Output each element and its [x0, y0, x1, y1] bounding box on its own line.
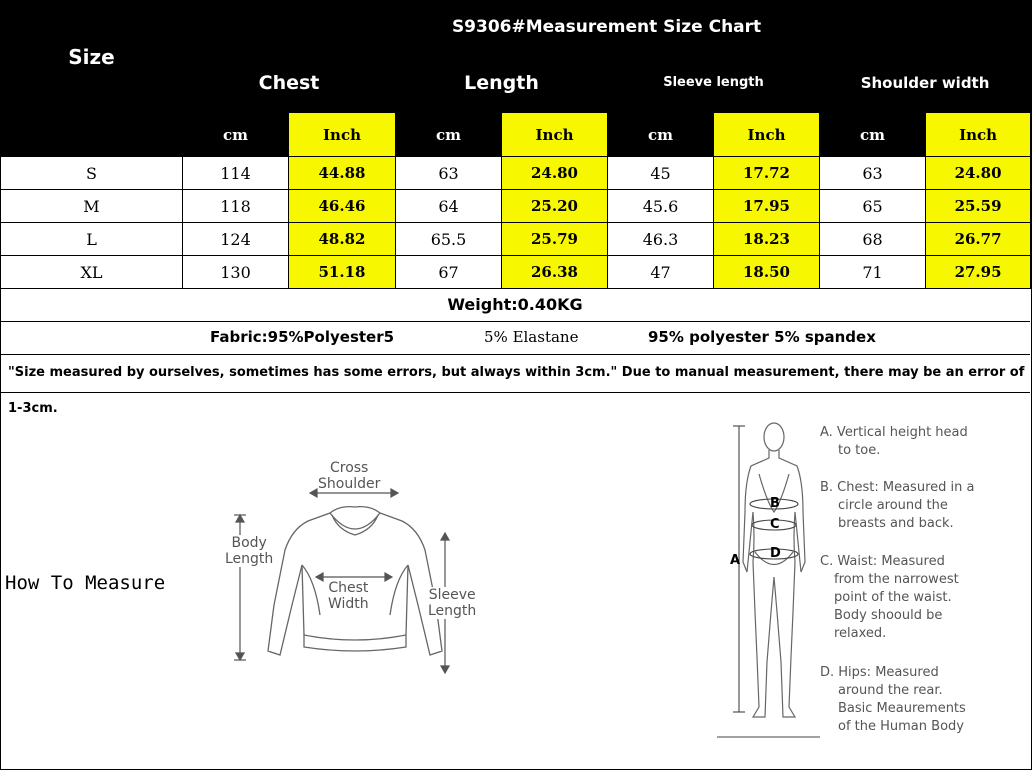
marker-a: A: [730, 553, 741, 568]
sleeve-cm-cell: 47: [608, 256, 714, 289]
chest-inch-cell: 51.18: [289, 256, 396, 289]
unit-cm: cm: [608, 113, 714, 157]
length-inch-cell: 24.80: [502, 157, 608, 190]
size-header: Size: [1, 1, 183, 113]
sleeve-cm-cell: 45: [608, 157, 714, 190]
human-body-diagram: [715, 412, 820, 742]
unit-inch: Inch: [502, 113, 608, 157]
chest-width-label: Chest Width: [328, 580, 369, 612]
size-cell: L: [1, 223, 183, 256]
size-header-blank: [1, 113, 183, 157]
col-header-shoulder-width: Shoulder width: [820, 53, 1031, 113]
shoulder-inch-cell: 24.80: [926, 157, 1031, 190]
shoulder-inch-cell: 27.95: [926, 256, 1031, 289]
cross-shoulder-label: Cross Shoulder: [318, 460, 381, 492]
unit-inch: Inch: [714, 113, 820, 157]
sleeve-length-label: Sleeve Length: [428, 587, 477, 619]
weight-row: Weight:0.40KG: [0, 289, 1030, 322]
length-cm-cell: 63: [396, 157, 502, 190]
marker-c: C: [770, 517, 780, 532]
shoulder-inch-cell: 25.59: [926, 190, 1031, 223]
size-cell: M: [1, 190, 183, 223]
measurement-note: "Size measured by ourselves, sometimes has some errors, but always within 3cm." Due to manual measurement, there may be an error of 1-3cm.: [0, 355, 1030, 393]
unit-cm: cm: [396, 113, 502, 157]
size-chart-table: [0, 0, 1031, 289]
table-row: [1, 157, 1031, 190]
table-row: [1, 190, 1031, 223]
length-cm-cell: 64: [396, 190, 502, 223]
how-to-measure-label: How To Measure: [5, 572, 166, 594]
size-cell: XL: [1, 256, 183, 289]
shoulder-inch-cell: 26.77: [926, 223, 1031, 256]
chest-cm-cell: 124: [183, 223, 289, 256]
sleeve-cm-cell: 46.3: [608, 223, 714, 256]
size-cell: S: [1, 157, 183, 190]
unit-inch: Inch: [926, 113, 1031, 157]
chest-cm-cell: 130: [183, 256, 289, 289]
col-header-length: Length: [396, 53, 608, 113]
unit-cm: cm: [183, 113, 289, 157]
length-inch-cell: 25.79: [502, 223, 608, 256]
length-cm-cell: 65.5: [396, 223, 502, 256]
body-length-label: Body Length: [225, 535, 274, 567]
shoulder-cm-cell: 71: [820, 256, 926, 289]
col-header-sleeve-length: Sleeve length: [608, 53, 820, 113]
table-row: [1, 223, 1031, 256]
marker-d: D: [770, 546, 781, 561]
table-row: [1, 256, 1031, 289]
unit-cm: cm: [820, 113, 926, 157]
fabric-row: [0, 322, 1030, 355]
unit-inch: Inch: [289, 113, 396, 157]
chart-title: S9306#Measurement Size Chart: [183, 1, 1031, 53]
marker-b: B: [770, 496, 780, 511]
chest-inch-cell: 46.46: [289, 190, 396, 223]
fabric-text: Fabric:95%Polyester5: [210, 328, 395, 346]
legend-d: D. Hips: Measured around the rear. Basic Meaurements of the Human Body: [820, 665, 966, 734]
col-header-chest: Chest: [183, 53, 396, 113]
fabric-spandex-text: 95% polyester 5% spandex: [648, 328, 876, 346]
legend-c: C. Waist: Measured from the narrowest point of the waist. Body shoould be relaxed.: [820, 554, 959, 641]
length-cm-cell: 67: [396, 256, 502, 289]
sleeve-cm-cell: 45.6: [608, 190, 714, 223]
shoulder-cm-cell: 68: [820, 223, 926, 256]
shoulder-cm-cell: 65: [820, 190, 926, 223]
fabric-elastane-text: 5% Elastane: [484, 328, 579, 346]
shoulder-cm-cell: 63: [820, 157, 926, 190]
chest-inch-cell: 48.82: [289, 223, 396, 256]
chest-cm-cell: 114: [183, 157, 289, 190]
chest-cm-cell: 118: [183, 190, 289, 223]
length-inch-cell: 25.20: [502, 190, 608, 223]
sleeve-inch-cell: 17.95: [714, 190, 820, 223]
length-inch-cell: 26.38: [502, 256, 608, 289]
chest-inch-cell: 44.88: [289, 157, 396, 190]
legend-b: B. Chest: Measured in a circle around the breasts and back.: [820, 480, 975, 531]
sleeve-inch-cell: 18.23: [714, 223, 820, 256]
sleeve-inch-cell: 18.50: [714, 256, 820, 289]
sleeve-inch-cell: 17.72: [714, 157, 820, 190]
legend-a: A. Vertical height head to toe.: [820, 425, 968, 458]
